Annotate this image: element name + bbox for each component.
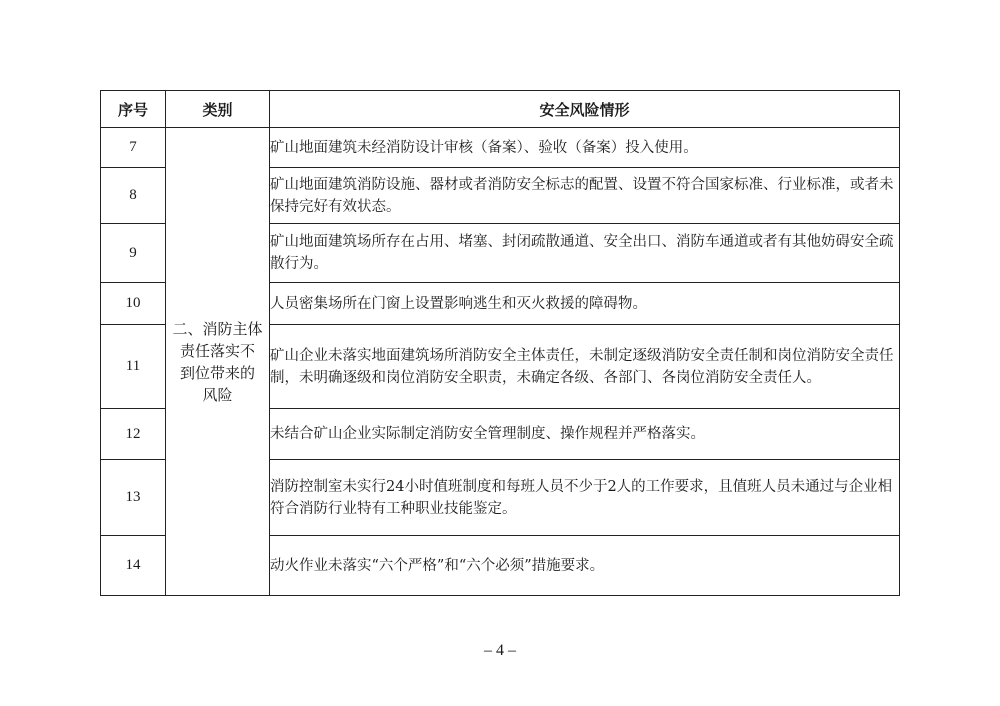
category-line: 到位带来的 bbox=[179, 363, 255, 382]
row-description: 矿山地面建筑消防设施、器材或者消防安全标志的配置、设置不符合国家标准、行业标准，或者未保持完好有效状态。 bbox=[270, 168, 900, 224]
row-number: 13 bbox=[101, 460, 166, 536]
row-number: 10 bbox=[101, 283, 166, 325]
row-number: 7 bbox=[101, 128, 166, 168]
row-description: 矿山地面建筑场所存在占用、堵塞、封闭疏散通道、安全出口、消防车通道或者有其他妨碍安全疏散行为。 bbox=[270, 224, 900, 283]
header-number: 序号 bbox=[101, 91, 166, 128]
row-number: 11 bbox=[101, 325, 166, 409]
row-number: 12 bbox=[101, 409, 166, 460]
row-number: 9 bbox=[101, 224, 166, 283]
table-header-row bbox=[101, 91, 900, 128]
table-row bbox=[101, 128, 900, 168]
row-number: 14 bbox=[101, 536, 166, 596]
row-description: 动火作业未落实“六个严格”和“六个必须”措施要求。 bbox=[270, 536, 900, 596]
category-cell bbox=[166, 128, 270, 596]
category-line: 责任落实不 bbox=[179, 341, 255, 360]
row-description: 未结合矿山企业实际制定消防安全管理制度、操作规程并严格落实。 bbox=[270, 409, 900, 460]
row-number: 8 bbox=[101, 168, 166, 224]
page-number: – 4 – bbox=[484, 642, 516, 659]
header-category: 类别 bbox=[166, 91, 270, 128]
risk-table bbox=[100, 90, 900, 596]
row-description: 矿山地面建筑未经消防设计审核（备案）、验收（备案）投入使用。 bbox=[270, 128, 900, 168]
header-description: 安全风险情形 bbox=[270, 91, 900, 128]
row-description: 人员密集场所在门窗上设置影响逃生和灭火救援的障碍物。 bbox=[270, 283, 900, 325]
category-line: 二、消防主体 bbox=[172, 319, 263, 338]
row-description: 矿山企业未落实地面建筑场所消防安全主体责任，未制定逐级消防安全责任制和岗位消防安全责任制，未明确逐级和岗位消防安全职责，未确定各级、各部门、各岗位消防安全责任人。 bbox=[270, 325, 900, 409]
row-description: 消防控制室未实行24小时值班制度和每班人员不少于2人的工作要求，且值班人员未通过与企业相符合消防行业特有工种职业技能鉴定。 bbox=[270, 460, 900, 536]
category-line: 风险 bbox=[202, 385, 233, 404]
